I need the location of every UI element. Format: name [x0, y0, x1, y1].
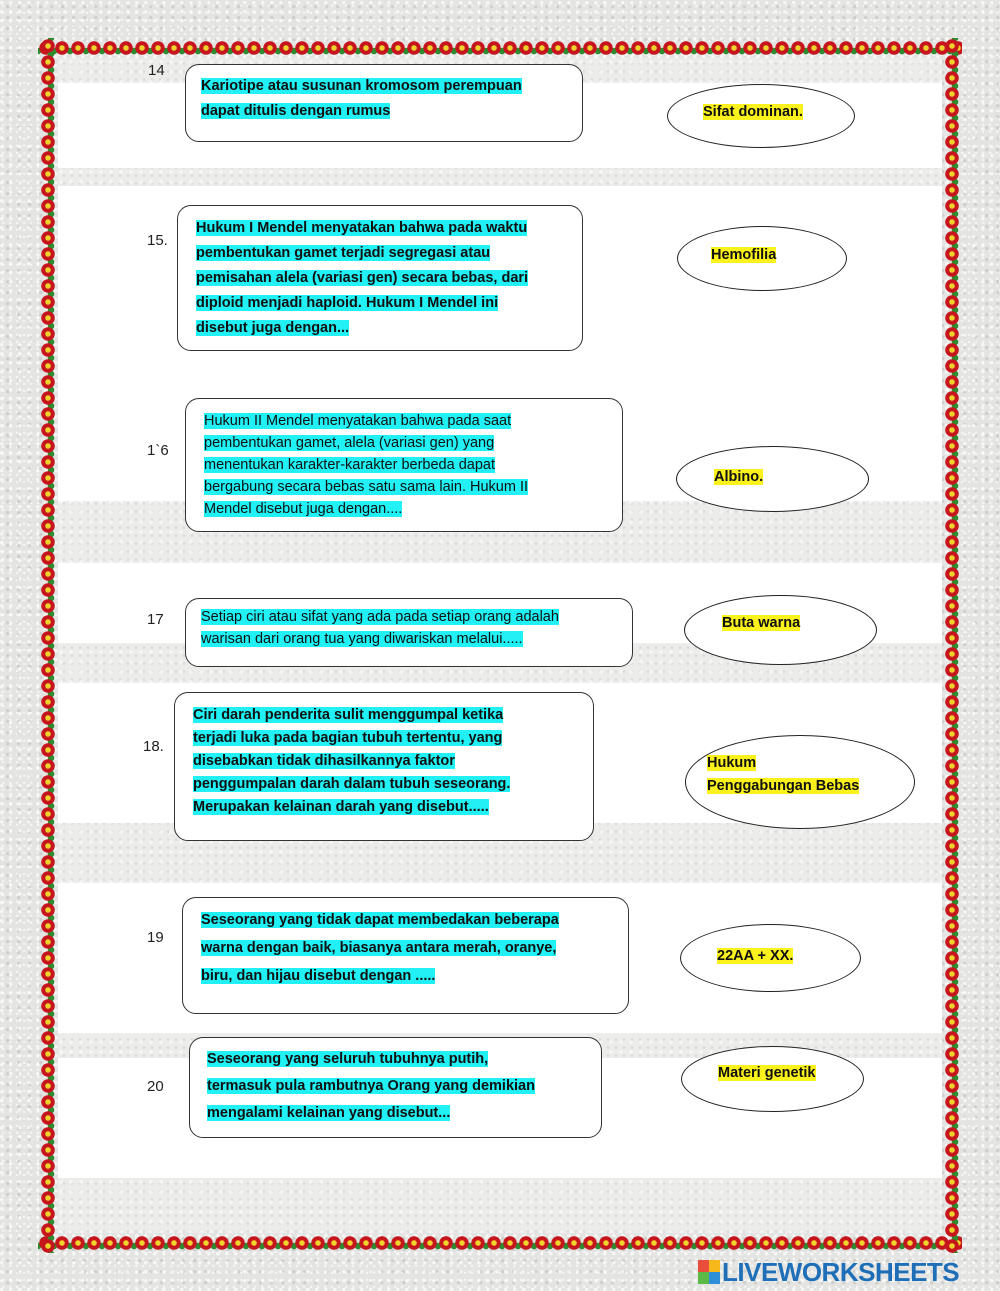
- answer-text: Albino.: [714, 469, 764, 485]
- answer-text: Hukum: [707, 755, 757, 771]
- text-line: disebut juga dengan...: [196, 320, 350, 336]
- decorative-border-right: [942, 38, 962, 1253]
- question-number: 20: [147, 1078, 164, 1095]
- text-line: pembentukan gamet terjadi segregasi atau: [196, 245, 491, 261]
- text-line: Seseorang yang seluruh tubuhnya putih,: [207, 1051, 489, 1067]
- decorative-border-left: [38, 38, 58, 1253]
- question-text-20: [207, 1046, 535, 1127]
- text-line: menentukan karakter-karakter berbeda dapat: [204, 457, 495, 473]
- answer-text: Penggabungan Bebas: [707, 778, 860, 794]
- question-text-18: [193, 704, 510, 819]
- answer-oval-albino[interactable]: [676, 446, 869, 512]
- text-line: pemisahan alela (variasi gen) secara bebas, dari: [196, 270, 529, 286]
- text-line: penggumpalan darah dalam tubuh seseorang.: [193, 776, 511, 792]
- text-line: diploid menjadi haploid. Hukum I Mendel ini: [196, 295, 499, 311]
- text-line: bergabung secara bebas satu sama lain. Hukum II: [204, 479, 529, 495]
- answer-label: [711, 244, 776, 267]
- question-text-16: [204, 410, 528, 520]
- answer-text: Buta warna: [722, 615, 801, 631]
- question-number: 14: [148, 62, 165, 79]
- logo-text: LIVEWORKSHEETS: [722, 1257, 960, 1287]
- answer-text: Hemofilia: [711, 247, 777, 263]
- logo-badge-icon: [698, 1260, 720, 1284]
- text-line: pembentukan gamet, alela (variasi gen) yang: [204, 435, 495, 451]
- answer-text: Materi genetik: [718, 1065, 816, 1081]
- text-line: Ciri darah penderita sulit menggumpal ketika: [193, 707, 504, 723]
- answer-label: [714, 466, 763, 489]
- text-line: Kariotipe atau susunan kromosom perempuan: [201, 78, 522, 94]
- text-line: disebabkan tidak dihasilkannya faktor: [193, 753, 455, 769]
- answer-label: [718, 1062, 816, 1085]
- question-number: 18.: [143, 738, 164, 755]
- question-number: 1`6: [147, 442, 169, 459]
- question-number: 15.: [147, 232, 168, 249]
- question-text-17: [201, 606, 559, 650]
- question-text-14: [201, 74, 522, 124]
- answer-label: [717, 945, 793, 968]
- answer-text: Sifat dominan.: [703, 104, 803, 120]
- answer-label: [703, 101, 803, 124]
- decorative-border-bottom: [38, 1233, 962, 1253]
- question-number: 17: [147, 611, 164, 628]
- answer-label: [722, 612, 800, 635]
- text-line: warisan dari orang tua yang diwariskan melalui.....: [201, 631, 523, 647]
- liveworksheets-logo: [698, 1258, 994, 1286]
- text-line: termasuk pula rambutnya Orang yang demikian: [207, 1078, 535, 1094]
- text-line: mengalami kelainan yang disebut...: [207, 1105, 451, 1121]
- text-line: Mendel disebut juga dengan....: [204, 501, 403, 517]
- answer-label: [707, 752, 859, 798]
- text-line: warna dengan baik, biasanya antara merah, oranye,: [201, 940, 557, 956]
- question-text-19: [201, 906, 559, 990]
- text-line: terjadi luka pada bagian tubuh tertentu, yang: [193, 730, 503, 746]
- text-line: biru, dan hijau disebut dengan .....: [201, 968, 436, 984]
- question-number: 19: [147, 929, 164, 946]
- text-line: dapat ditulis dengan rumus: [201, 103, 391, 119]
- text-line: Hukum II Mendel menyatakan bahwa pada saat: [204, 413, 512, 429]
- text-line: Merupakan kelainan darah yang disebut.....: [193, 799, 489, 815]
- answer-text: 22AA + XX.: [717, 948, 794, 964]
- text-line: Seseorang yang tidak dapat membedakan beberapa: [201, 912, 559, 928]
- decorative-border-top: [38, 38, 962, 58]
- question-text-15: [196, 216, 528, 341]
- text-line: Hukum I Mendel menyatakan bahwa pada waktu: [196, 220, 528, 236]
- text-line: Setiap ciri atau sifat yang ada pada setiap orang adalah: [201, 609, 559, 625]
